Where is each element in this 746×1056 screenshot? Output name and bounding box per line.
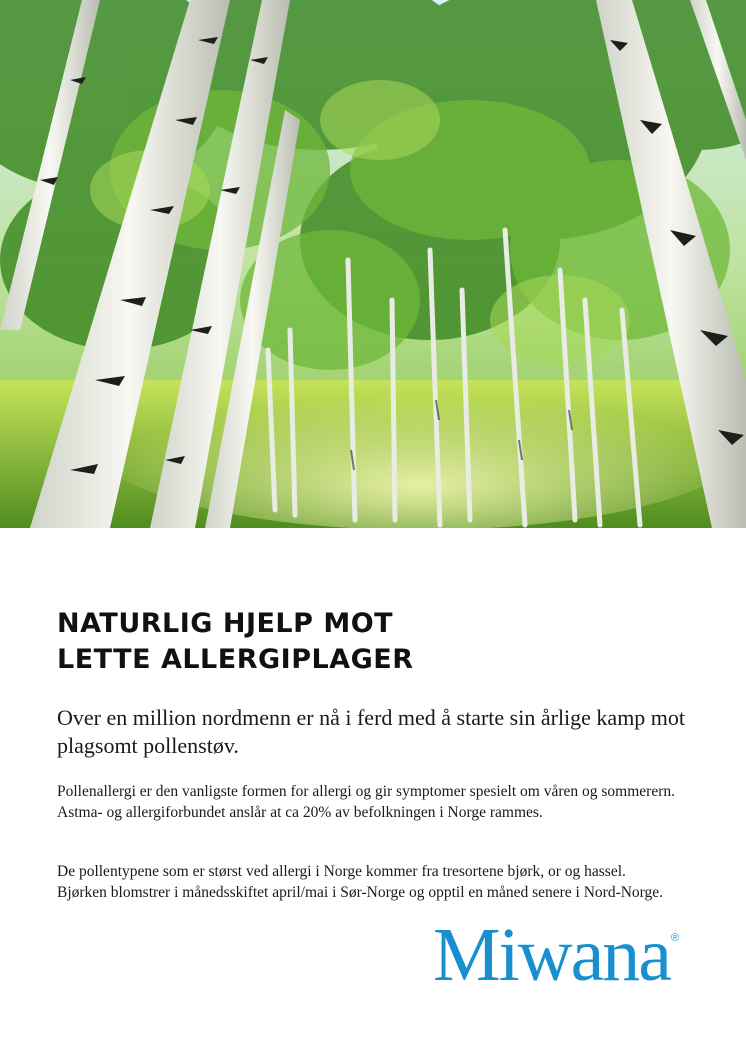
registered-mark: ® — [671, 932, 680, 944]
body-paragraph-1: Pollenallergi er den vanligste formen for allergi og gir symptomer spesielt om våren og sommerern. Astma- og allergiforbundet anslår at ca 20% av befolkningen i Norge rammes. — [57, 783, 675, 821]
body-paragraph-2: De pollentypene som er størst ved allergi i Norge kommer fra tresortene bjørk, or og hassel. Bjørken blomstrer i månedsskiftet april/mai i Sør-Norge og opptil en måned senere i Nord-Norge. — [57, 863, 664, 901]
miwana-logo — [433, 913, 703, 997]
logo-wordmark: Miwana — [433, 913, 671, 997]
headline — [57, 606, 677, 678]
headline-line-2: LETTE ALLERGIPLAGER — [57, 644, 414, 675]
headline-line-1: NATURLIG HJELP MOT — [57, 608, 394, 639]
lead-paragraph: Over en million nordmenn er nå i ferd med å starte sin årlige kamp mot plagsomt pollenstøv. — [57, 705, 686, 758]
